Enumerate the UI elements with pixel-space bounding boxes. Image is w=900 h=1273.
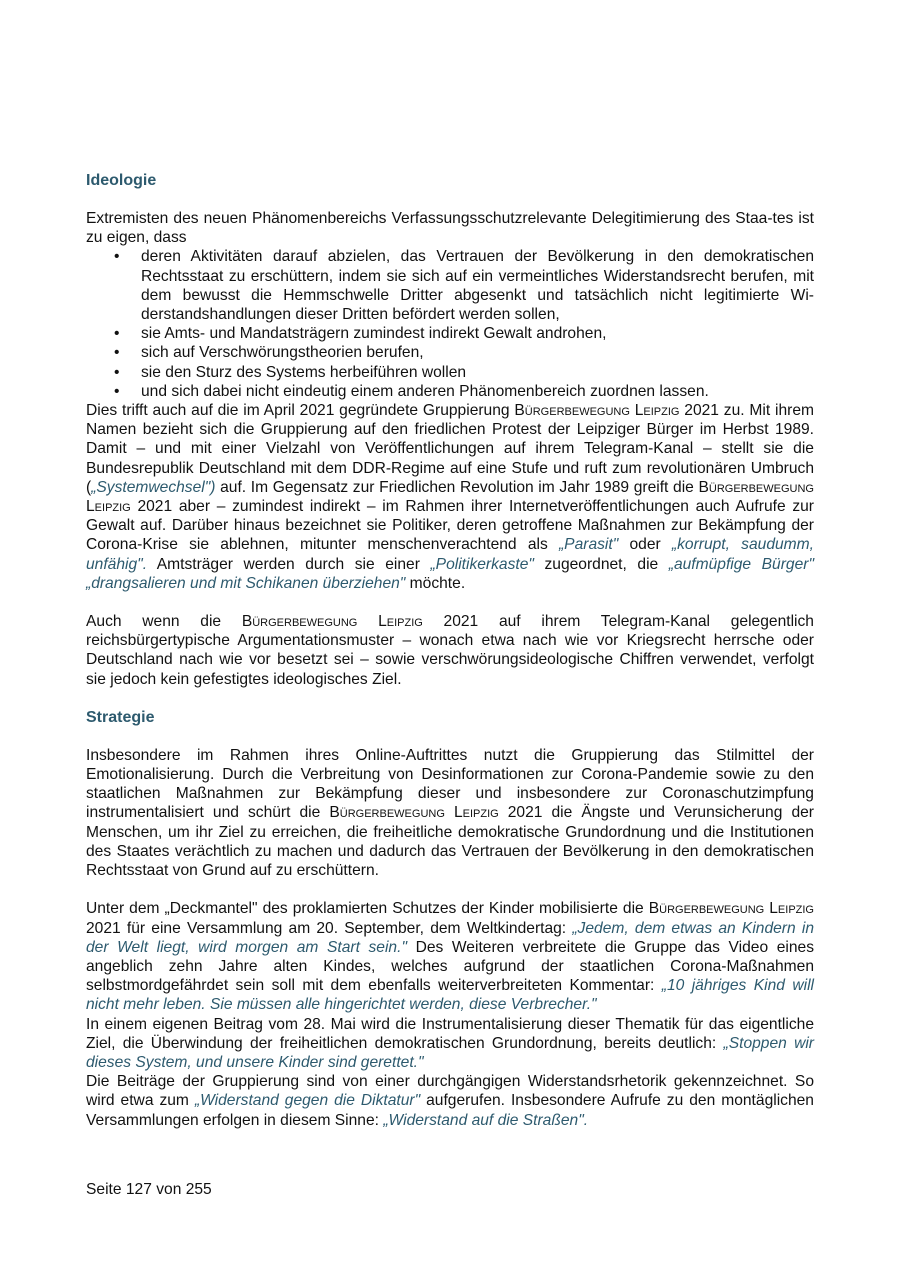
section-heading-ideologie: Ideologie [86,172,157,189]
page-number: Seite 127 von 255 [86,1181,212,1198]
list-item: • sich auf Verschwörungstheorien berufen, [86,343,814,362]
text-run: 2021 die Ängste und Verunsicherung der Menschen, um ihr Ziel zu erreichen, die freiheitliche demokratische Grundordnung und die Institutionen des Staates verächtlich zu machen und dadurch das Vertrauen der Bevölkerung in den demokratischen Rechtsstaat von Grund auf zu erschüttern. [86,804,814,880]
text-run: Die Beiträge der Gruppierung sind von einer durchgängigen Widerstandsrhetorik gekennzeichnet. So wird etwa zum [86,1073,814,1110]
text-run: möchte. [405,574,466,592]
list-item: • sie Amts- und Mandatsträgern zumindest indirekt Gewalt androhen, [86,324,814,343]
text-run: auf. Im Gegensatz zur Friedlichen Revolution im Jahr 1989 greift die [215,478,699,496]
quote: „Widerstand gegen die Diktatur" [194,1092,421,1110]
text-run: Des Weiteren verbreitete die Gruppe das Video eines angeblich zehn Jahre alten Kindes, welches aufgrund der staatlichen Corona-Maßnahmen selbstmordgefährdet sein soll mit dem ebenfalls weiterverbreiteten Kommentar: [86,938,814,995]
spacer [86,689,814,708]
org-name: Bürgerbewegung Leipzig [86,478,814,516]
quote: „Stoppen wir dieses System, und unsere Kinder sind gerettet." [86,1034,814,1071]
paragraph-strategie-3 [86,1015,814,1073]
spacer [86,190,814,209]
text-run: In einem eigenen Beitrag vom 28. Mai wird die Instrumentalisierung dieser Thematik für das eigentliche Ziel, die Überwindung der freiheitlichen demokratischen Grundordnung, bereits deutlich: [86,1015,814,1052]
spacer [86,880,814,899]
paragraph-ideologie-2 [86,612,814,689]
quote: „korrupt, saudumm, unfähig". [86,536,814,573]
text-run: zugeordnet, die [533,555,669,573]
org-name: Bürgerbewegung Leipzig [329,804,499,822]
criteria-list [86,247,814,401]
list-item: • sie den Sturz des Systems herbeiführen wollen [86,363,814,382]
intro-paragraph: Extremisten des neuen Phänomenbereichs Verfassungsschutzrelevante Delegitimierung des Staa-tes ist zu eigen, dass [86,210,814,247]
spacer [86,593,814,612]
quote: „Jedem, dem etwas an Kindern in der Welt liegt, wird morgen am Start sein." [86,919,815,956]
paragraph-strategie-4 [86,1072,814,1130]
quote: „Parasit" [558,536,619,554]
text-run: Amtsträger werden durch sie einer [147,555,431,573]
quote: „10 jähriges Kind will nicht mehr leben. Sie müssen alle hingerichtet werden, diese Verbrecher." [86,977,814,1014]
page-content [86,171,814,1130]
quote: „Systemwechsel") [91,478,216,496]
section-heading-strategie: Strategie [86,708,155,726]
quote: „aufmüpfige Bürger" „drangsalieren und mit Schikanen überziehen" [86,555,814,592]
list-item: • deren Aktivitäten darauf abzielen, das Vertrauen der Bevölkerung in den demokratischen Rechtsstaat zu erschüttern, indem sie sich auf ein vermeintliches Widerstandsrecht berufen, mit dem bewusst die Hemmschwelle Dritter abgesenkt und tatsächlich nicht legitimierte Wi-derstandshandlungen dieser Dritten befördert werden sollen, [86,247,814,324]
paragraph-strategie-2 [86,899,814,1014]
text-run: 2021 zu. Mit ihrem Namen bezieht sich die Gruppierung auf den friedlichen Protest der Leipziger Bürger im Herbst 1989. Damit – und mit einer Vielzahl von Veröffentlichungen auf ihrem Telegram-Kanal – stellt sie die Bundesrepublik Deutschland mit dem DDR-Regime auf eine Stufe und ruft zum revolutionären Umbruch ( [86,402,814,496]
text-run: Auch wenn die [86,613,242,631]
text-run: 2021 auf ihrem Telegram-Kanal gelegentlich reichsbürgertypische Argumentationsmuster – wonach etwa nach wie vor Kriegsrecht herrsche oder Deutschland nach wie vor besetzt sei – sowie verschwörungsideologische Chiffren verwendet, verfolgt sie jedoch kein gefestigtes ideologisches Ziel. [86,613,814,688]
text-run: 2021 aber – zumindest indirekt – im Rahmen ihrer Internetveröffentlichungen auch Aufrufe zur Gewalt auf. Darüber hinaus bezeichnet sie Politiker, deren getroffene Maßnahmen zur Bekämpfung der Corona-Krise sie ablehnen, mitunter menschenverachtend als [86,498,814,554]
org-name: Bürgerbewegung Leipzig [514,402,680,420]
text-run: Dies trifft auch auf die im April 2021 gegründete Gruppierung [86,402,515,420]
org-name: Bürgerbewegung Leipzig [241,613,423,631]
text-run: aufgerufen. Insbesondere Aufrufe zu den montäglichen Versammlungen erfolgen in diesem Sinne: [86,1092,814,1129]
list-item: • und sich dabei nicht eindeutig einem anderen Phänomenbereich zuordnen lassen. [86,382,814,401]
paragraph-ideologie-1 [86,401,814,593]
text-run: oder [618,536,672,554]
spacer [86,727,814,746]
quote: „Widerstand auf die Straßen". [383,1111,589,1129]
text-run: Unter dem „Deckmantel" des proklamierten Schutzes der Kinder mobilisierte die [86,900,649,918]
text-run: 2021 für eine Versammlung am 20. September, dem Weltkindertag: [86,919,573,937]
org-name: Bürgerbewegung Leipzig [648,900,814,918]
text-run: Insbesondere im Rahmen ihres Online-Auftrittes nutzt die Gruppierung das Stilmittel der Emotionalisierung. Durch die Verbreitung von Desinformationen zur Corona-Pandemie sowie zu den staatlichen Maßnahmen zur Bekämpfung dieser und insbesondere zur Coronaschutzimpfung instrumentalisiert und schürt die [86,746,814,822]
quote: „Politikerkaste" [430,555,534,573]
paragraph-strategie-1 [86,746,814,880]
